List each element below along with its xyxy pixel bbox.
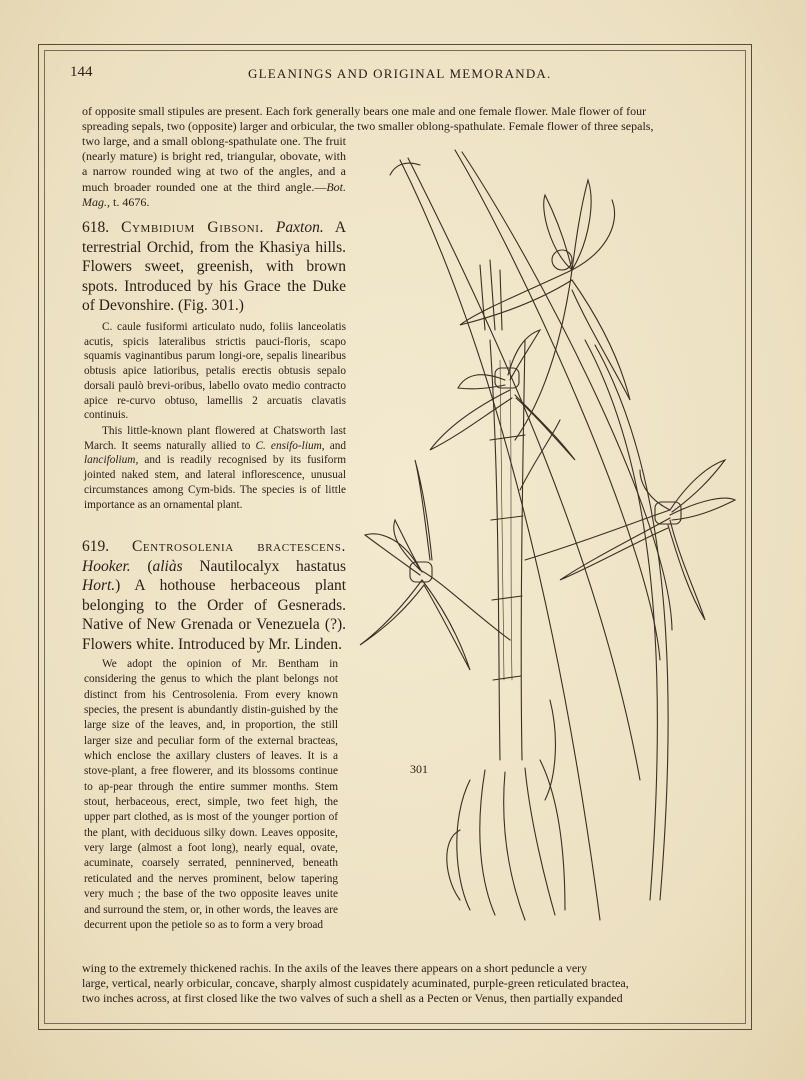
intro-col-body: two large, and a small oblong-spathulate one. The fruit (nearly mature) is bright red, triangular, obovate, with a narrow rounded wing at two of the angles, and a much broader rounded one at the third angle.—: [82, 134, 346, 194]
intro-reference-tail: , t. 4676.: [107, 194, 150, 209]
entry-619-description: A hothouse herbaceous plant belonging to the Order of Gesnerads. Native of New Grenada or Venezuela (?). Flowers white. Introduced by Mr. Linden.: [82, 577, 346, 653]
entry-619-alias-name: Nautilocalyx hastatus: [182, 557, 346, 575]
entry-618-note-species-1: C. ensifo-lium,: [255, 439, 325, 452]
intro-column-text: [82, 134, 346, 210]
entry-619-author: Hooker.: [82, 557, 131, 575]
entry-618-note-b: and: [324, 439, 347, 452]
running-title: GLEANINGS AND ORIGINAL MEMORANDA.: [248, 66, 552, 81]
orchid-illustration: [350, 140, 750, 960]
intro-line-1: of opposite small stipules are present. Each fork generally bears one male and one female flower. Male flower of four: [82, 104, 647, 118]
entry-619-full-line-1: wing to the extremely thickened rachis. In the axils of the leaves there appears on a short peduncle a very: [82, 961, 588, 975]
entry-619-alias-word: aliàs: [152, 557, 183, 575]
entry-618-heading: [82, 218, 346, 316]
entry-618-latin-diagnosis: C. caule fusiformi articulato nudo, foliis lanceolatis acutis, spicis lateralibus strictis pauci-floris, scapo squamis vaginantibus parum longi-ore, sepalis linearibus obtusis apice latioribus, petalis erectis obtusis sepalo dorsali paulò brevi-oribus, labello ovato medio contracto apice re-curvo obtuso, lamellis 2 arcuatis clavatis continuis.: [84, 321, 346, 422]
entry-619-full-line-3: two inches across, at first closed like the two valves of such a shell as a Pecten or Venus, then partially expanded: [82, 991, 623, 1005]
entry-619-number: 619.: [82, 538, 110, 555]
page-number: 144: [70, 64, 93, 80]
page-header: [70, 64, 720, 86]
entry-619-alias-author: Hort.: [82, 577, 116, 595]
entry-618-description: A terrestrial Orchid, from the Khasiya hills. Flowers sweet, greenish, with brown spots. Introduced by his Grace the Duke of Devonshire. (Fig. 301.): [82, 219, 347, 315]
figure-label: 301: [410, 762, 428, 776]
entry-619-alias-close: ): [115, 577, 121, 595]
entry-619-full-line-2: large, vertical, nearly orbicular, concave, sharply almost cuspidately acuminated, purple-green reticulated bractea,: [82, 976, 629, 990]
entry-618-note-a: This little-known plant flowered at Chatsworth last March. It seems naturally allied to: [84, 425, 346, 452]
entry-619-genus: Centrosolenia bractescens.: [131, 538, 346, 555]
entry-618-number: 618.: [82, 219, 110, 236]
intro-reference: Bot. Mag.: [82, 179, 346, 209]
entry-618-genus: Cymbidium Gibsoni.: [121, 219, 264, 236]
entry-619-body-column: We adopt the opinion of Mr. Bentham in considering the genus to which the plant belongs not distinct from his Centrosolenia. From every known species, the present is abundantly distin-guished by the large size of the leaves, and, in proportion, the still larger size and peculiar form of the external bracteas, which enclose the axillary clusters of leaves. It is a stove-plant, a free flowerer, and its blossoms continue to ap-pear through the entire summer months. Stem stout, herbaceous, erect, simple, two feet high, the upper part clothed, as is most of the younger portion of the plant, with deciduous silky down. Leaves opposite, very large (almost a foot long), nearly equal, ovate, acuminate, coarsely serrated, penninerved, beneath reticulated and the nerves prominent, below tapering very much ; the base of the two opposite leaves unite and surround the stem, or, in other words, the leaves are decurrent upon the petiole so as to form a very broad: [84, 658, 338, 931]
entry-618-note: [84, 424, 346, 512]
entry-618-author: Paxton.: [275, 219, 324, 236]
entry-619-heading: [82, 537, 346, 655]
entry-618-note-species-2: lancifolium,: [84, 454, 139, 467]
entry-618-note-c: and is readily recognised by its fusiform jointed naked stem, and lateral inflorescence, unusual circumstances among Cym-bids. The species is of little importance as an ornamental plant.: [84, 454, 346, 511]
entry-619-alias-open: (: [147, 557, 153, 575]
intro-line-2: spreading sepals, two (opposite) larger and orbicular, the two smaller oblong-spathulate. Female flower of three sepals,: [82, 119, 654, 133]
